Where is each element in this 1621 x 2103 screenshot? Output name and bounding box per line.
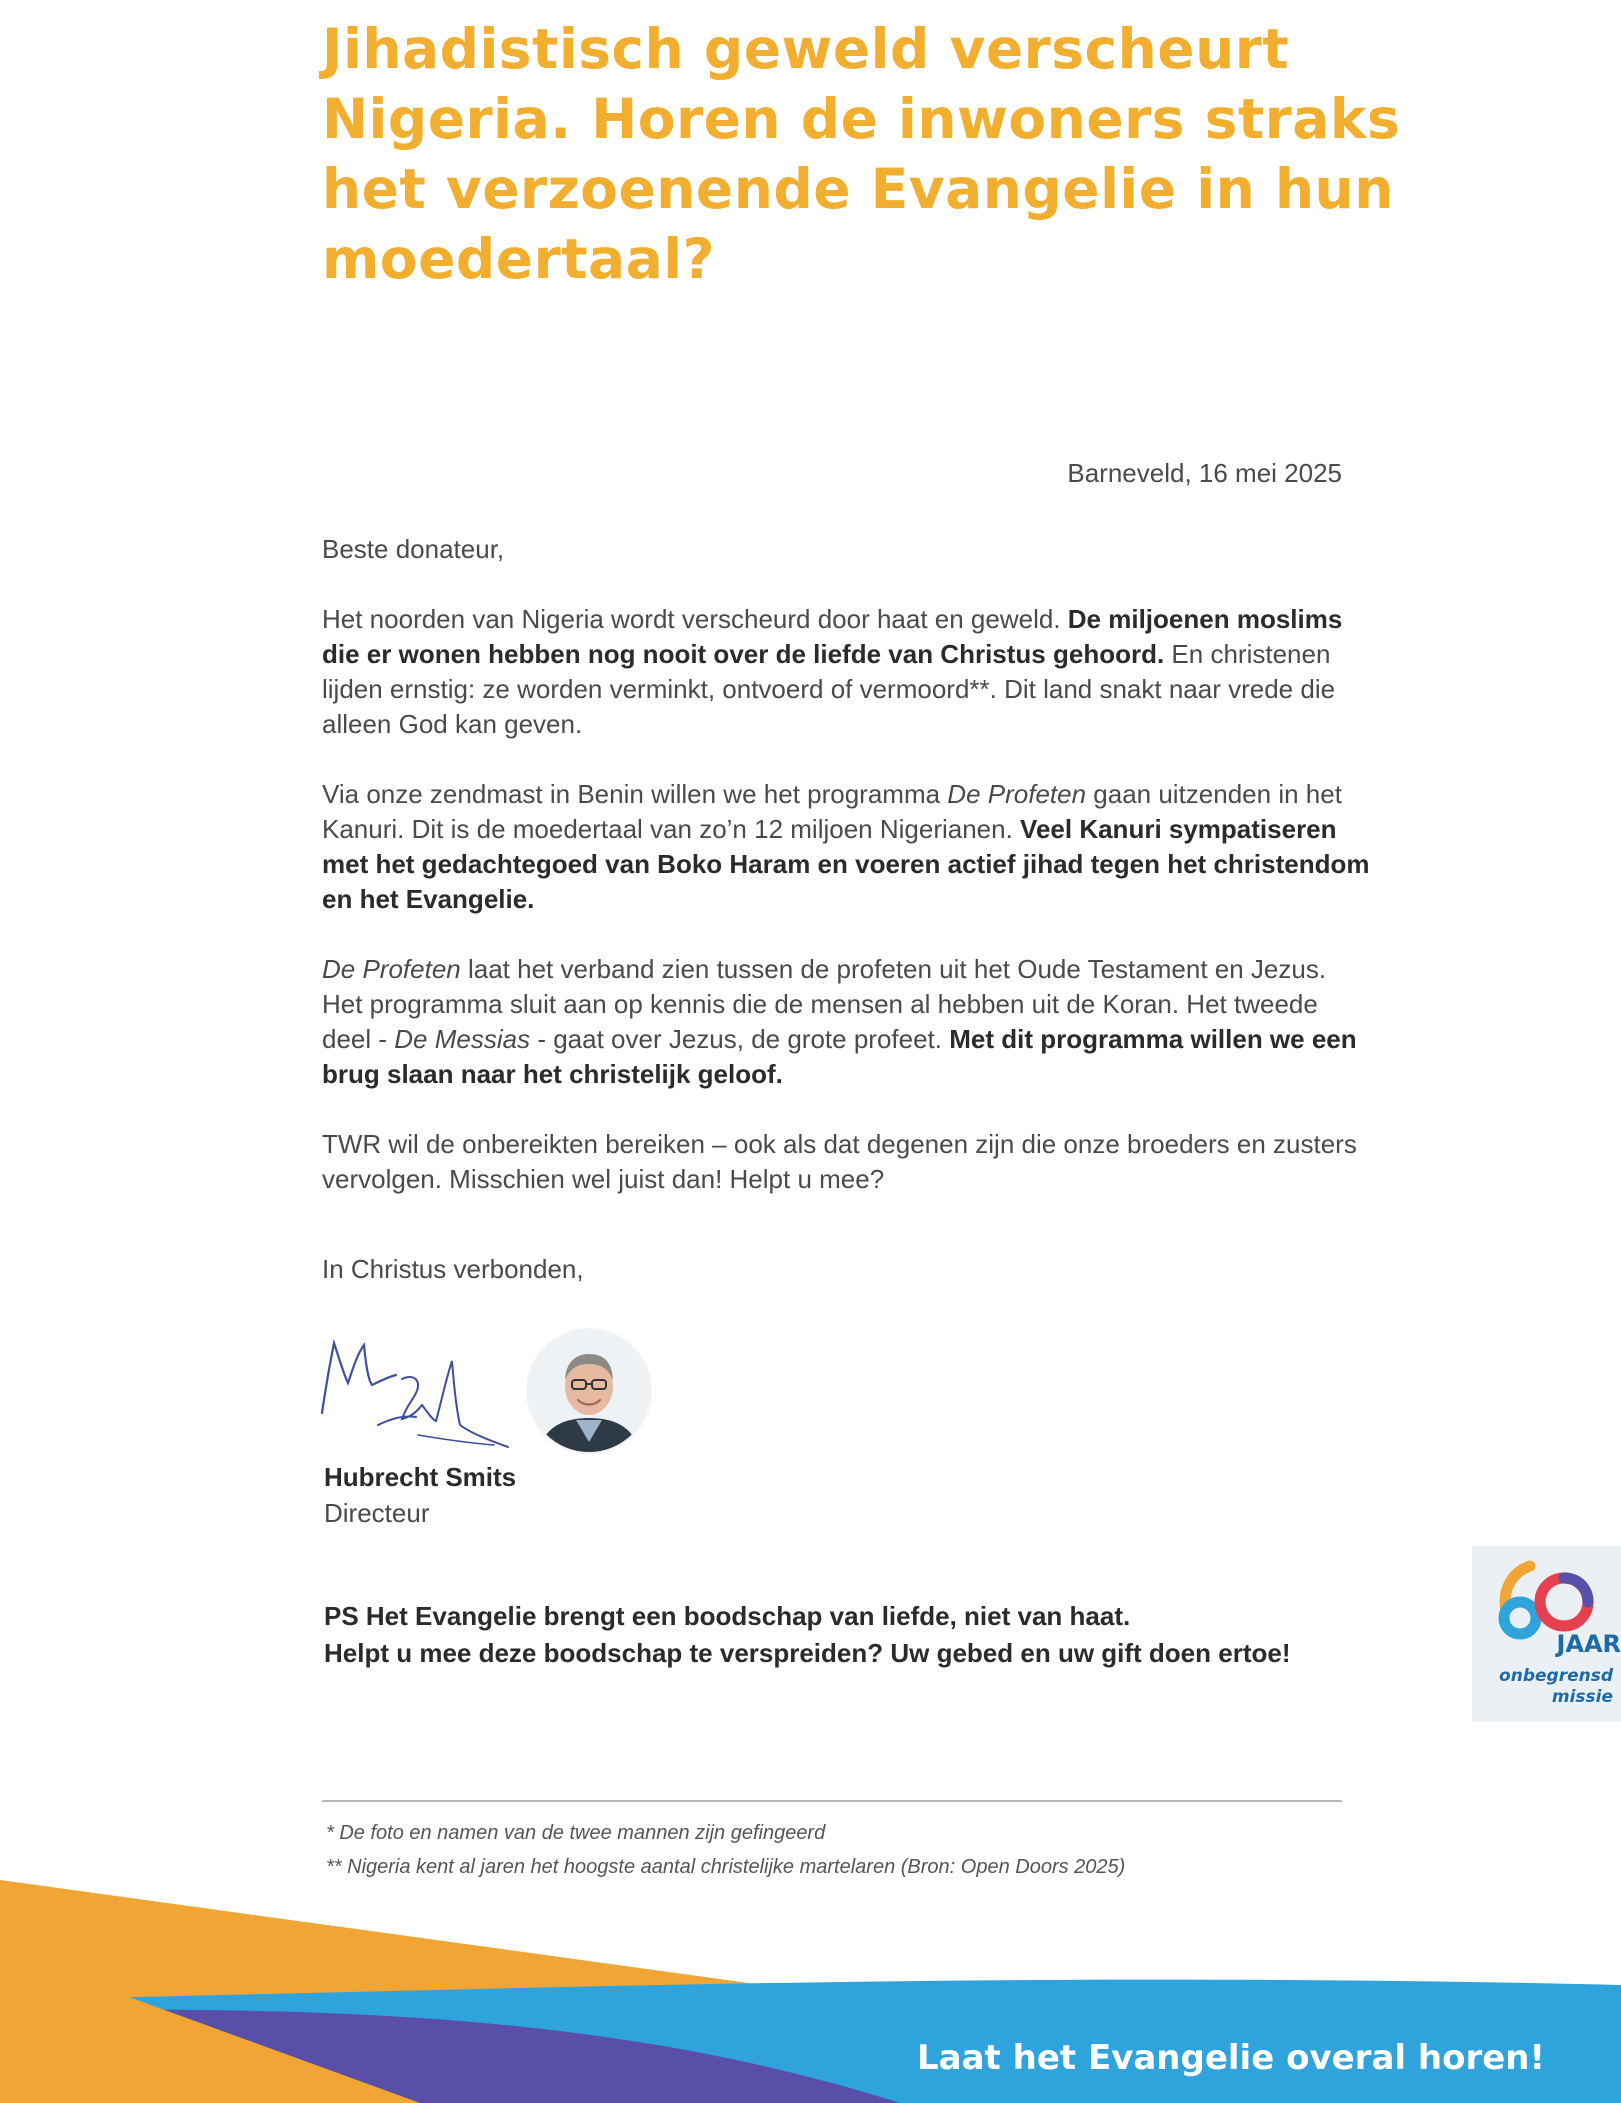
postscript — [324, 1598, 1424, 1672]
paragraph-1-text-b: En christenen lijden ernstig: ze worden verminkt, ontvoerd of vermoord**. Dit land snakt naar vrede die alleen God kan geven. — [322, 639, 1336, 739]
anniversary-badge — [1472, 1546, 1621, 1722]
director-portrait — [528, 1330, 650, 1452]
signer-role: Directeur — [324, 1498, 430, 1528]
paragraph-1-text-a: Het noorden van Nigeria wordt verscheurd door haat en geweld. — [322, 604, 1068, 634]
footer-slogan: Laat het Evangelie overal horen! — [916, 2038, 1545, 2078]
footnote-2: ** Nigeria kent al jaren het hoogste aantal christelijke martelaren (Bron: Open Doors 2025) — [326, 1856, 1126, 1878]
badge-line-1: onbegrensd — [1499, 1666, 1613, 1686]
paragraph-2-text-a: Via onze zendmast in Benin willen we het programma — [322, 779, 948, 809]
paragraph-1-bold: De miljoenen moslims die er wonen hebben nog nooit over de liefde van Christus gehoord. — [322, 604, 1343, 669]
paragraph-2-bold: Veel Kanuri sympatiseren met het gedachtegoed van Boko Haram en voeren actief jihad tegen het christendom en het Evangelie. — [322, 814, 1370, 914]
program-title-2: De Profeten — [322, 954, 461, 984]
postscript-line-2: Helpt u mee deze boodschap te verspreiden? Uw gebed en uw gift doen ertoe! — [324, 1638, 1291, 1668]
paragraph-1 — [322, 602, 1372, 742]
paragraph-3-text-a: laat het verband zien tussen de profeten uit het Oude Testament en Jezus. Het programma sluit aan op kennis die de mensen al hebben uit de Koran. Het tweede deel - — [322, 954, 1327, 1054]
signer-name: Hubrecht Smits — [324, 1462, 517, 1492]
paragraph-4: TWR wil de onbereikten bereiken – ook als dat degenen zijn die onze broeders en zusters vervolgen. Misschien wel juist dan! Helpt u mee? — [322, 1129, 1357, 1194]
closing: In Christus verbonden, — [322, 1254, 584, 1284]
part-title: De Messias — [394, 1024, 531, 1054]
badge-word: JAAR — [1556, 1630, 1621, 1658]
headline: Jihadistisch geweld verscheurt Nigeria. Horen de inwoners straks het verzoenende Evangelie in hun moedertaal? — [322, 17, 1401, 291]
paragraph-3-text-b: - gaat over Jezus, de grote profeet. — [530, 1024, 950, 1054]
paragraph-2-text-b: gaan uitzenden in het Kanuri. Dit is de moedertaal van zo’n 12 miljoen Nigerianen. — [322, 779, 1342, 844]
letter-date: Barneveld, 16 mei 2025 — [1067, 458, 1342, 488]
footnote-divider — [322, 1800, 1342, 1802]
paragraph-3 — [322, 952, 1372, 1092]
postscript-line-1: PS Het Evangelie brengt een boodschap van liefde, niet van haat. — [324, 1601, 1131, 1631]
paragraph-2 — [322, 777, 1372, 917]
greeting: Beste donateur, — [322, 534, 505, 564]
badge-line-2: missie — [1551, 1687, 1613, 1707]
footnote-1: * De foto en namen van de twee mannen zijn gefingeerd — [326, 1822, 826, 1844]
program-title: De Profeten — [947, 779, 1087, 809]
signature-image — [318, 1335, 528, 1455]
paragraph-3-bold: Met dit programma willen we een brug slaan naar het christelijk geloof. — [322, 1024, 1357, 1089]
badge-number: 60 — [1480, 1564, 1482, 1565]
